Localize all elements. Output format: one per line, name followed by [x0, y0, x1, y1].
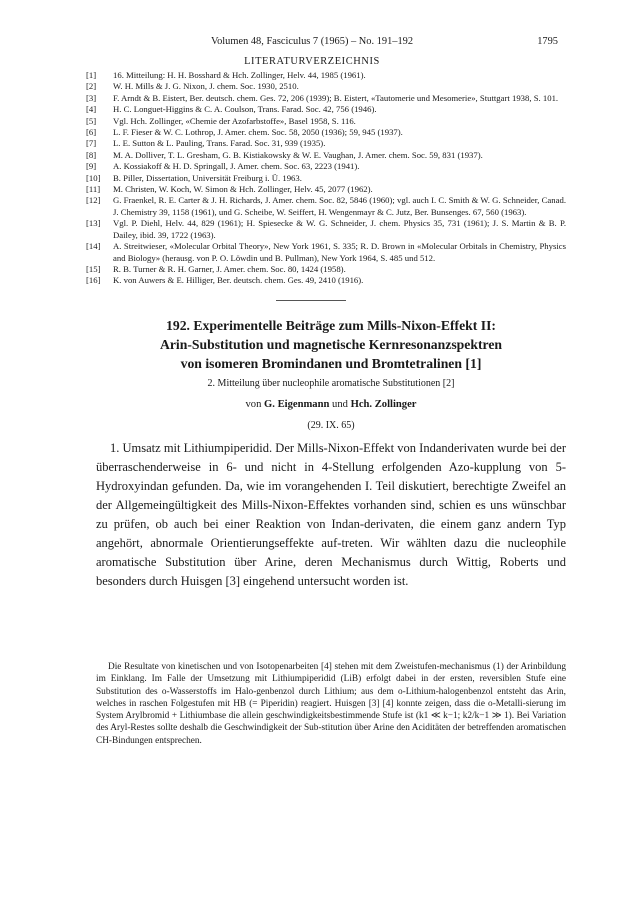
reference-number: [15] — [86, 263, 101, 274]
reference-number: [7] — [86, 138, 97, 149]
received-date: (29. IX. 65) — [307, 420, 355, 431]
article-title — [96, 316, 566, 373]
page-number: 1795 — [537, 36, 558, 47]
reference-text: R. B. Turner & R. H. Garner, J. Amer. chem. Soc. 80, 1424 (1958). — [113, 263, 346, 274]
reference-text: A. Streitwieser, «Molecular Orbital Theory», New York 1961, S. 335; R. D. Brown in «Molecular Orbitals in Chemistry, Physics and Biology» (herausg. von P. O. Löwdin und B. Pullman), New York 1964, S. 485 und 512. — [113, 241, 566, 263]
reference-item — [86, 195, 566, 218]
reference-number: [11] — [86, 184, 101, 195]
reference-item — [86, 70, 566, 81]
reference-item — [86, 104, 566, 115]
reference-item — [86, 81, 566, 92]
reference-item — [86, 127, 566, 138]
body-paragraph — [96, 439, 566, 591]
author-line — [96, 399, 566, 410]
reference-text: A. Kossiakoff & H. D. Springall, J. Amer. chem. Soc. 63, 2223 (1941). — [113, 161, 360, 172]
reference-text: Vgl. Hch. Zollinger, «Chemie der Azofarbstoffe», Basel 1958, S. 116. — [113, 115, 356, 126]
reference-number: [10] — [86, 172, 101, 183]
reference-number: [5] — [86, 115, 97, 126]
reference-number: [14] — [86, 241, 101, 252]
reference-text: M. A. Dolliver, T. L. Gresham, G. B. Kistiakowsky & W. E. Vaughan, J. Amer. chem. Soc. 59, 831 (1937). — [113, 149, 483, 160]
article-title-line: von isomeren Bromindanen und Bromtetralinen [1] — [180, 356, 482, 371]
reference-number: [3] — [86, 92, 97, 103]
reference-item — [86, 138, 566, 149]
reference-item — [86, 218, 566, 241]
reference-text: F. Arndt & B. Eistert, Ber. deutsch. chem. Ges. 72, 206 (1939); B. Eistert, «Tautomerie und Mesomerie», Stuttgart 1938, S. 101. — [113, 92, 559, 103]
reference-text: K. von Auwers & E. Hilliger, Ber. deutsch. chem. Ges. 49, 2410 (1916). — [113, 275, 364, 286]
reference-text: H. C. Longuet-Higgins & C. A. Coulson, Trans. Farad. Soc. 42, 756 (1946). — [113, 104, 377, 115]
reference-number: [16] — [86, 275, 101, 286]
reference-text: M. Christen, W. Koch, W. Simon & Hch. Zollinger, Helv. 45, 2077 (1962). — [113, 184, 373, 195]
reference-item — [86, 115, 566, 127]
reference-item — [86, 92, 566, 104]
reference-item — [86, 275, 566, 286]
reference-number: [12] — [86, 195, 101, 206]
reference-item — [86, 263, 566, 275]
references-heading: LITERATURVERZEICHNIS — [244, 56, 380, 67]
reference-number: [13] — [86, 218, 101, 229]
reference-text: G. Fraenkel, R. E. Carter & J. H. Richards, J. Amer. chem. Soc. 82, 5846 (1960); vgl. auch I. C. Smith & W. G. Schneider, Canad. J. Chemistry 39, 1158 (1961), und G. Scheibe, W. Seiffert, H. Wengenmayr & C. Jutz, Ber. Bunsenges. 67, 560 (1963). — [113, 195, 566, 217]
authors-prefix: von — [245, 399, 262, 410]
reference-list — [86, 70, 566, 287]
body-paragraph-text: 1. Umsatz mit Lithiumpiperidid. Der Mills-Nixon-Effekt von Indanderivaten wurde bei der überraschenderweise in 6- und nicht in 4-Stellung erfolgenden Azo-kupplung von 5-Hydroxyindan gefunden. Da, wie im vorangehenden I. Teil diskutiert, berechtigte Zweifel an der Allgemeingültigkeit des Mills-Nixon-Effektes vorhanden sind, schien es uns wünschbar zu prüfen, ob auch bei einer Reaktion von Indan-derivaten, die einem ganz andern Typ angehört, abnormale Orientierungseffekte auf-treten. Wir wählten dazu die nucleophile aromatische Substitution über Arine, deren Mechanismus durch Wittig, Roberts und besonders durch Huisgen [3] eingehend untersucht worden ist. — [96, 441, 566, 588]
running-head — [0, 35, 624, 49]
article-subtitle: 2. Mitteilung über nucleophile aromatische Substitutionen [2] — [207, 378, 455, 389]
section-divider — [276, 300, 346, 301]
reference-number: [6] — [86, 127, 97, 138]
reference-text: B. Piller, Dissertation, Universität Freiburg i. Ü. 1963. — [113, 172, 302, 183]
small-print-text: Die Resultate von kinetischen und von Isotopenarbeiten [4] stehen mit dem Zweistufen-mechanismus (1) der Arinbildung im Einklang. Im Falle der Umsetzung mit Lithiumpiperidid (LiB) erfolgt dabei in der ersten, reversiblen Stufe eine Substitution des o-Wasserstoffs im Halo-genbenzol durch Lithium; aus dem o-Lithium-halogenbenzol entsteht das Arin, welches in raschen Folgestufen mit HB (= Piperidin) reagiert. Huisgen [3] [4] konnte zeigen, dass die o-Metalli-sierung im System Arylbromid + Lithiumbase die allein geschwindigkeitsbestimmende Stufe ist (k1 ≪ k−1; k2/k−1 ≫ 1). Bei Variation des Aryl-Restes sollte deshalb die Geschwindigkeit der Sub-stitution über Arine den Aciditäten der betreffenden aromatischen CH-Bindungen entsprechen. — [96, 662, 566, 746]
reference-number: [1] — [86, 70, 97, 80]
reference-text: 16. Mitteilung: H. H. Bosshard & Hch. Zollinger, Helv. 44, 1985 (1961). — [113, 70, 366, 80]
reference-number: [2] — [86, 81, 97, 92]
author-name: G. Eigenmann — [264, 399, 330, 410]
reference-number: [8] — [86, 149, 97, 160]
reference-text: Vgl. P. Diehl, Helv. 44, 829 (1961); H. Spiesecke & W. G. Schneider, J. chem. Physics 35, 731 (1961); J. S. Martin & B. P. Dailey, ibid. 39, 1722 (1963). — [113, 218, 566, 240]
small-print-paragraph — [96, 661, 566, 747]
reference-item — [86, 241, 566, 264]
journal-issue: Volumen 48, Fasciculus 7 (1965) – No. 191–192 — [210, 36, 414, 47]
reference-text: W. H. Mills & J. G. Nixon, J. chem. Soc. 1930, 2510. — [113, 81, 299, 92]
authors-join: und — [332, 399, 348, 410]
reference-text: L. F. Fieser & W. C. Lothrop, J. Amer. chem. Soc. 58, 2050 (1936); 59, 945 (1937). — [113, 127, 403, 138]
reference-item — [86, 172, 566, 184]
reference-number: [4] — [86, 104, 97, 115]
reference-text: L. E. Sutton & L. Pauling, Trans. Farad. Soc. 31, 939 (1935). — [113, 138, 326, 149]
reference-item — [86, 149, 566, 161]
author-name: Hch. Zollinger — [350, 399, 417, 410]
reference-number: [9] — [86, 161, 97, 172]
article-title-line: Arin-Substitution und magnetische Kernresonanzspektren — [159, 337, 503, 352]
article-title-line: 192. Experimentelle Beiträge zum Mills-Nixon-Effekt II: — [166, 318, 496, 333]
reference-item — [86, 161, 566, 172]
reference-item — [86, 184, 566, 195]
